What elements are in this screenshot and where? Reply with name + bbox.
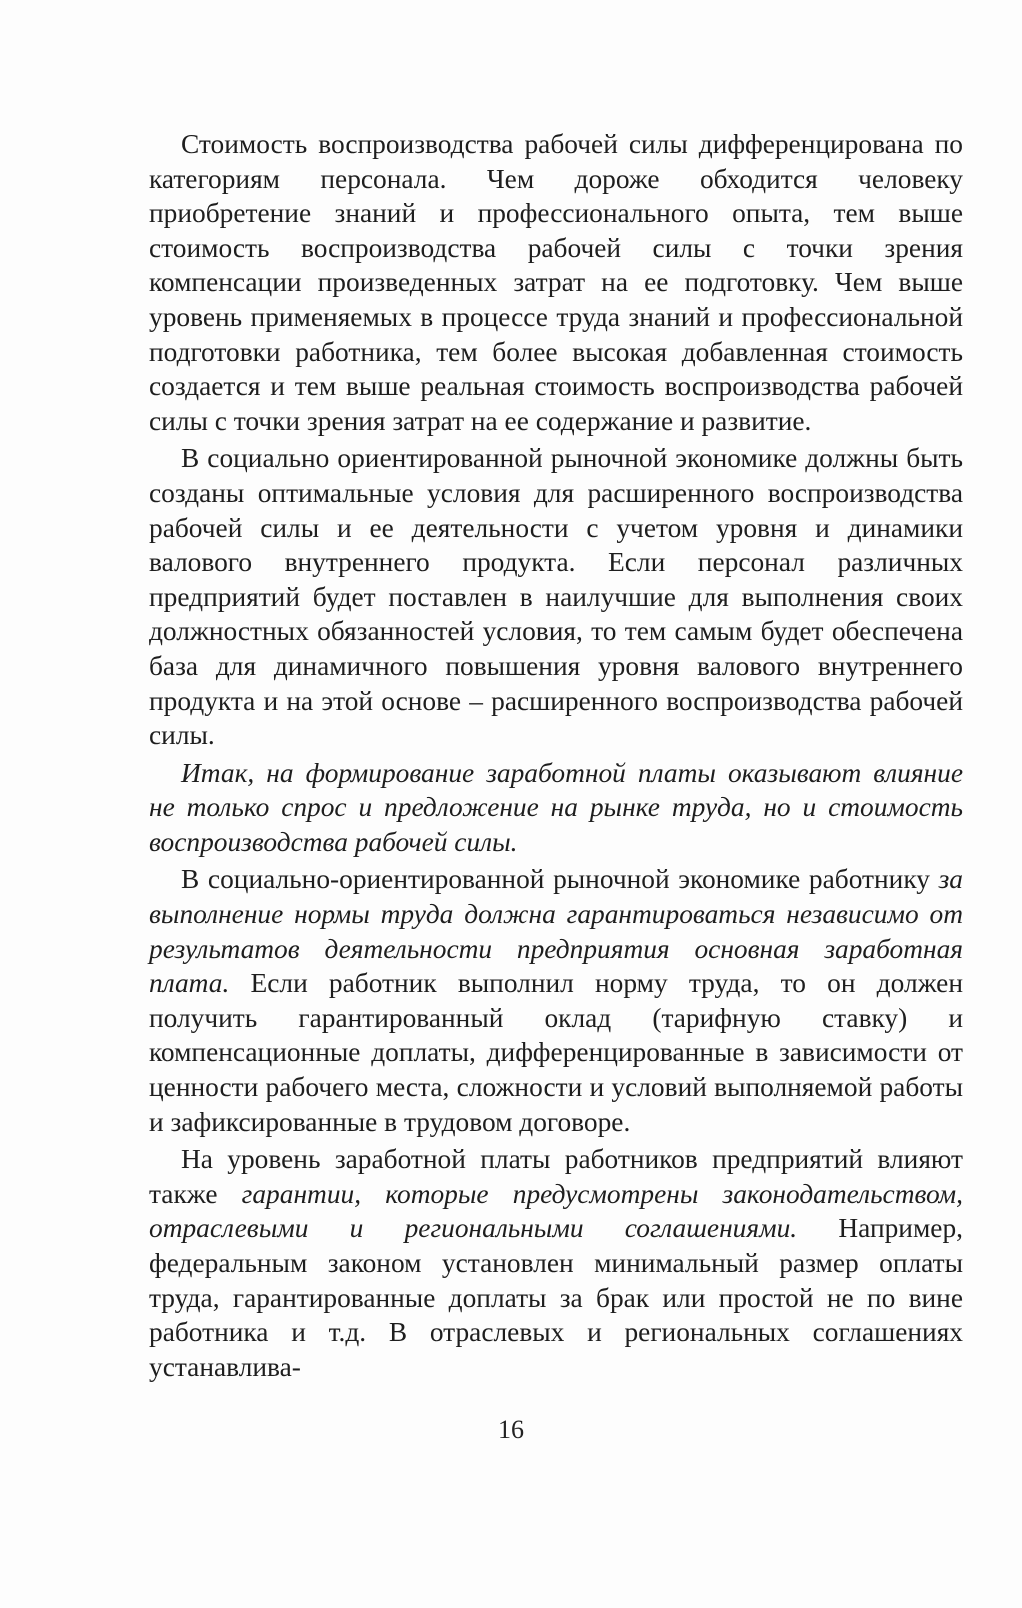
paragraph-4 [149, 862, 963, 1139]
text-run: Стоимость воспроизводства рабочей силы дифференцирована по категориям персонала. Чем дороже обходится человеку приобретение знаний и профессионального опыта, тем выше стоимость воспроизводства рабочей силы с точки зрения компенсации произведенных затрат на ее подготовку. Чем выше уровень применяемых в процессе труда знаний и профессиональной подготовки работника, тем более высокая добавленная стоимость создается и тем выше реальная стоимость воспроизводства рабочей силы с точки зрения затрат на ее содержание и развитие. [149, 129, 963, 436]
text-run: В социально-ориентированной рыночной экономике работнику [181, 864, 939, 895]
text-run: На уровень заработной платы работников предприятий влияют также [149, 1144, 963, 1209]
paragraph-1 [149, 127, 963, 438]
paragraph-2 [149, 441, 963, 752]
page-body-text [149, 127, 963, 1384]
text-run: Если работник выполнил норму труда, то он должен получить гарантированный оклад (тарифную ставку) и компенсационные доплаты, дифференцированные в зависимости от ценности рабочего места, сложности и условий выполняемой работы и зафиксированные в трудовом договоре. [149, 968, 963, 1137]
italic-text-run: Итак, на формирование заработной платы оказывают влияние не только спрос и предложение на рынке труда, но и стоимость воспроизводства рабочей силы. [149, 757, 963, 857]
paragraph-5 [149, 1142, 963, 1384]
italic-text-run: гарантии, которые предусмотрены законодательством, отраслевыми и региональными соглашениями. [149, 1178, 963, 1244]
page-number: 16 [498, 1415, 524, 1444]
text-run: Например, федеральным законом установлен минимальный размер оплаты труда, гарантированные доплаты за брак или простой не по вине работника и т.д. В отраслевых и региональных соглашениях устанавлива- [149, 1213, 963, 1382]
italic-text-run: за выполнение нормы труда должна гарантироваться независимо от результатов деятельности предприятия основная заработная плата. [149, 864, 963, 999]
text-run: В социально ориентированной рыночной экономике должны быть созданы оптимальные условия для расширенного воспроизводства рабочей силы и ее деятельности с учетом уровня и динамики валового внутреннего продукта. Если персонал различных предприятий будет поставлен в наилучшие для выполнения своих должностных обязанностей условия, то тем самым будет обеспечена база для динамичного повышения уровня валового внутреннего продукта и на этой основе – расширенного воспроизводства рабочей силы. [149, 443, 963, 751]
paragraph-3 [149, 756, 963, 860]
